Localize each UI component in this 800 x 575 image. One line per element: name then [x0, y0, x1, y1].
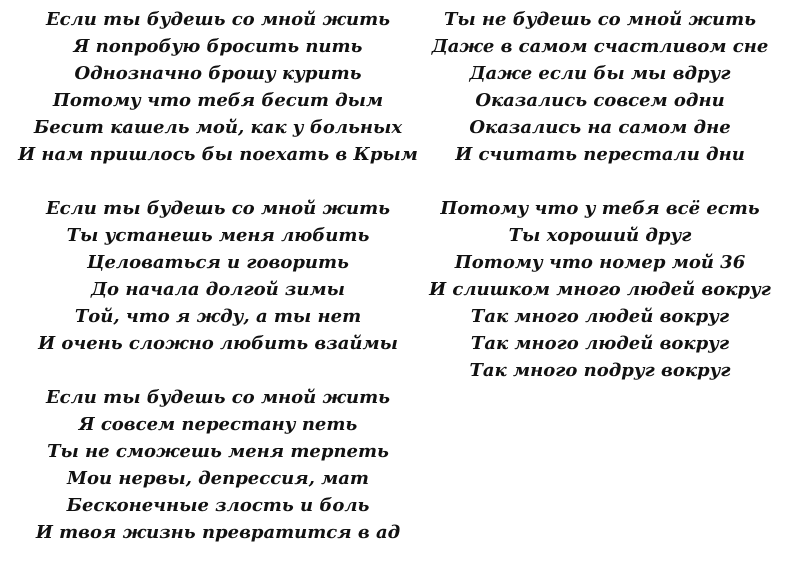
- lyric-line: Бесит кашель мой, как у больных: [33, 117, 403, 138]
- lyric-line: Я совсем перестану петь: [78, 414, 358, 435]
- lyric-line: Ты не сможешь меня терпеть: [47, 441, 389, 462]
- lyric-line: Если ты будешь со мной жить: [45, 387, 391, 408]
- right-column: [400, 6, 800, 384]
- lyric-line: Если ты будешь со мной жить: [45, 9, 391, 30]
- lyric-line: И нам пришлось бы поехать в Крым: [18, 144, 418, 165]
- lyric-line: Если ты будешь со мной жить: [45, 198, 391, 219]
- lyric-line: И твоя жизнь превратится в ад: [35, 522, 401, 543]
- lyric-line: Бесконечные злость и боль: [66, 495, 370, 516]
- lyric-line: Потому что тебя бесит дым: [52, 90, 384, 111]
- lyric-line: Я попробую бросить пить: [73, 36, 363, 57]
- lyric-line: Потому что у тебя всё есть: [440, 198, 760, 219]
- left-stanza-3: [18, 384, 418, 546]
- lyric-line: И очень сложно любить взаймы: [38, 333, 398, 354]
- lyric-line: Оказались на самом дне: [469, 117, 731, 138]
- lyric-line: Так много людей вокруг: [470, 306, 730, 327]
- lyric-line: Даже в самом счастливом сне: [431, 36, 769, 57]
- left-stanza-2: [18, 195, 418, 357]
- lyric-line: Потому что номер мой 36: [454, 252, 746, 273]
- lyric-line: Мои нервы, депрессия, мат: [67, 468, 369, 489]
- lyric-line: Ты устанешь меня любить: [66, 225, 370, 246]
- right-stanza-1: [400, 6, 800, 168]
- right-stanza-2: [400, 195, 800, 384]
- lyric-line: Ты не будешь со мной жить: [443, 9, 757, 30]
- lyric-line: Целоваться и говорить: [87, 252, 349, 273]
- lyric-line: Даже если бы мы вдруг: [469, 63, 731, 84]
- lyric-line: Оказались совсем одни: [475, 90, 725, 111]
- lyric-line: До начала долгой зимы: [91, 279, 345, 300]
- lyric-line: Ты хороший друг: [508, 225, 692, 246]
- lyric-line: И слишком много людей вокруг: [429, 279, 771, 300]
- lyric-line: И считать перестали дни: [455, 144, 745, 165]
- lyric-line: Однозначно брошу курить: [74, 63, 362, 84]
- lyric-line: Той, что я жду, а ты нет: [74, 306, 362, 327]
- left-column: [18, 6, 418, 546]
- left-stanza-1: [18, 6, 418, 168]
- lyric-line: Так много подруг вокруг: [469, 360, 731, 381]
- lyric-line: Так много людей вокруг: [470, 333, 730, 354]
